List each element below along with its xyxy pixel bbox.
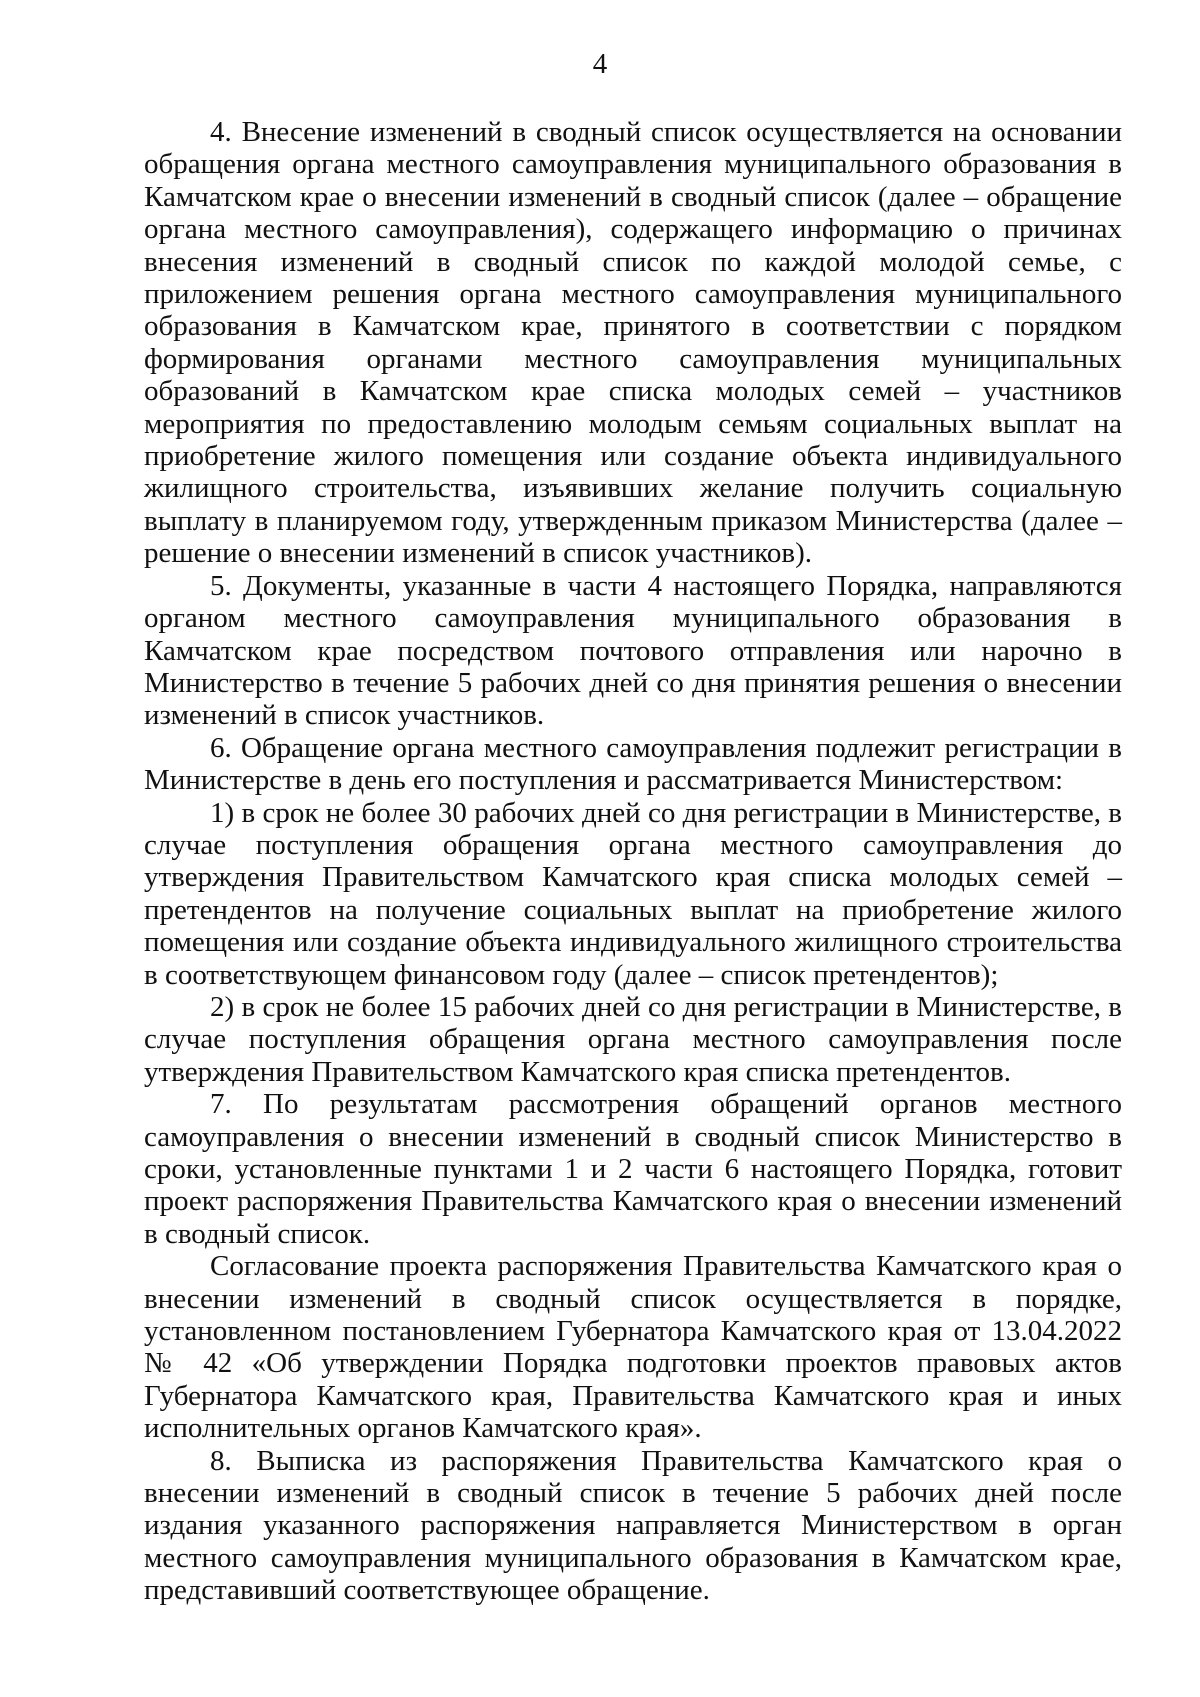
paragraph-item-8: 8. Выписка из распоряжения Правительства Камчатского края о внесении изменений в сводный список в течение 5 рабочих дней после издания указанного распоряжения направляется Министерством в орган местного самоуправления муниципального образования в Камчатском крае, представивший соответствующее обращение. [144, 1444, 1122, 1607]
paragraph-approval: Согласование проекта распоряжения Правительства Камчатского края о внесении изменений в сводный список осуществляется в порядке, установленном постановлением Губернатора Камчатского края от 13.04.2022 № 42 «Об утверждении Порядка подготовки проектов правовых актов Губернатора Камчатского края, Правительства Камчатского края и иных исполнительных органов Камчатского края». [144, 1250, 1122, 1445]
page-number: 4 [592, 48, 608, 80]
paragraph-item-7: 7. По результатам рассмотрения обращений органов местного самоуправления о внесении изменений в сводный список Министерство в сроки, установленные пунктами 1 и 2 части 6 настоящего Порядка, готовит проект распоряжения Правительства Камчатского края о внесении изменений в сводный список. [144, 1088, 1122, 1250]
paragraph-item-4: 4. Внесение изменений в сводный список осуществляется на основании обращения органа местного самоуправления муниципального образования в Камчатском крае о внесении изменений в сводный список (далее – обращение органа местного самоуправления), содержащего информацию о причинах внесения изменений в сводный список по каждой молодой семье, с приложением решения органа местного самоуправления муниципального образования в Камчатском крае, принятого в соответствии с порядком формирования органами местного самоуправления муниципальных образований в Камчатском крае списка молодых семей – участников мероприятия по предоставлению молодым семьям социальных выплат на приобретение жилого помещения или создание объекта индивидуального жилищного строительства, изъявивших желание получить социальную выплату в планируемом году, утвержденным приказом Министерства (далее – решение о внесении изменений в список участников). [144, 116, 1122, 570]
paragraph-item-6: 6. Обращение органа местного самоуправления подлежит регистрации в Министерстве в день его поступления и рассматривается Министерством: [144, 731, 1122, 797]
document-body [144, 116, 1122, 1607]
paragraph-item-5: 5. Документы, указанные в части 4 настоящего Порядка, направляются органом местного самоуправления муниципального образования в Камчатском крае посредством почтового отправления или нарочно в Министерство в течение 5 рабочих дней со дня принятия решения о внесении изменений в список участников. [144, 569, 1122, 732]
paragraph-subitem-6-1: 1) в срок не более 30 рабочих дней со дня регистрации в Министерстве, в случае поступления обращения органа местного самоуправления до утверждения Правительством Камчатского края списка молодых семей – претендентов на получение социальных выплат на приобретение жилого помещения или создание объекта индивидуального жилищного строительства в соответствующем финансовом году (далее – список претендентов); [144, 796, 1122, 991]
paragraph-subitem-6-2: 2) в срок не более 15 рабочих дней со дня регистрации в Министерстве, в случае поступления обращения органа местного самоуправления после утверждения Правительством Камчатского края списка претендентов. [144, 990, 1122, 1088]
